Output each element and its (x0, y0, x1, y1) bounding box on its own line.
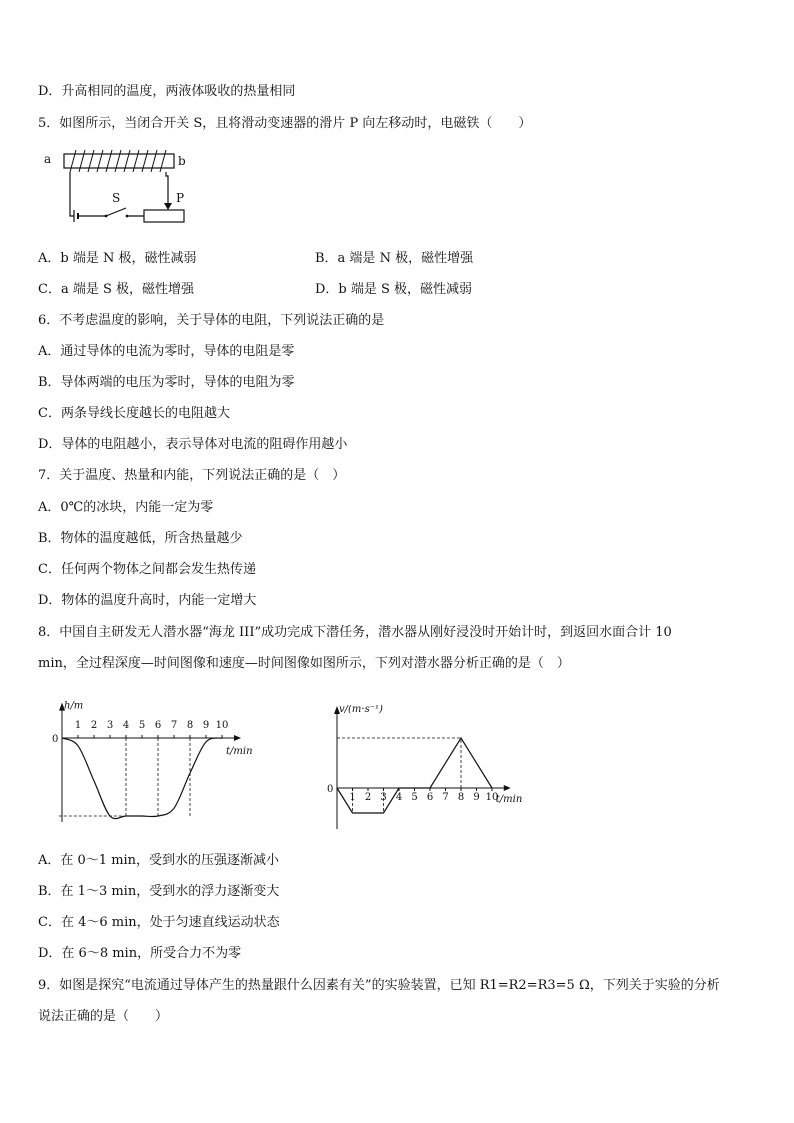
q8-stem-line2: min，全过程深度—时间图像和速度—时间图像如图所示，下列对潜水器分析正确的是（ ） (38, 656, 570, 671)
slider-arrow (164, 203, 172, 210)
q8-option-d: D．在 6～8 min，所受合力不为零 (38, 946, 242, 961)
x-tick-label-10: 10 (215, 720, 229, 731)
x-tick-label-4: 4 (122, 720, 130, 731)
x-tick-label-1: 1 (74, 720, 82, 731)
x-tick-label-3: 3 (380, 792, 387, 803)
q8-option-b: B．在 1～3 min，受到水的浮力逐渐变大 (38, 884, 280, 899)
q6-option-b: B．导体两端的电压为零时，导体的电阻为零 (38, 375, 295, 390)
x-axis-arrow (234, 735, 241, 741)
x-axis-arrow (504, 785, 511, 791)
series-line (62, 738, 222, 819)
x-axis-label: t/min (495, 794, 523, 805)
q4-option-d: D．升高相同的温度，两液体吸收的热量相同 (38, 84, 296, 99)
q6-option-d: D．导体的电阻越小，表示导体对电流的阻碍作用越小 (38, 437, 348, 452)
x-tick-label-9: 9 (473, 792, 480, 803)
switch-contact-right (126, 215, 129, 218)
circuit-wires (70, 172, 184, 222)
x-tick-label-6: 6 (154, 720, 162, 731)
q8-option-c: C．在 4～6 min，处于匀速直线运动状态 (38, 915, 280, 930)
x-tick-label-2: 2 (364, 792, 372, 803)
q6-option-c: C．两条导线长度越长的电阻越大 (38, 406, 230, 421)
x-tick-label-1: 1 (349, 792, 356, 803)
velocity-time-chart (315, 705, 545, 835)
q8-stem-line1: 8．中国自主研发无人潜水器“海龙 III”成功完成下潜任务，潜水器从刚好浸没时开始计时，到返回水面合计 10 (38, 625, 672, 640)
q5-option-b: B．a 端是 N 极，磁性增强 (315, 251, 474, 266)
x-tick-label-5: 5 (411, 792, 418, 803)
x-axis-label: t/min (226, 746, 253, 757)
q7-option-b: B．物体的温度越低，所含热量越少 (38, 531, 243, 546)
x-tick-label-10: 10 (485, 792, 499, 803)
x-tick-label-9: 9 (202, 720, 210, 731)
label-b: b (178, 154, 186, 168)
q5-stem: 5．如图所示，当闭合开关 S，且将滑动变速器的滑片 P 向左移动时，电磁铁（ ） (38, 116, 532, 131)
x-tick-label-8: 8 (186, 720, 194, 731)
q8-option-a: A．在 0～1 min，受到水的压强逐渐减小 (38, 853, 280, 868)
x-tick-label-8: 8 (457, 792, 465, 803)
q7-option-c: C．任何两个物体之间都会发生热传递 (38, 562, 256, 577)
q5-circuit-diagram (40, 146, 200, 230)
x-tick-label-2: 2 (90, 720, 98, 731)
q6-option-a: A．通过导体的电流为零时，导体的电阻是零 (38, 344, 295, 359)
q9-stem-line1: 9．如图是探究“电流通过导体产生的热量跟什么因素有关”的实验装置，已知 R1=R2=R3=5 Ω，下列关于实验的分析 (38, 978, 720, 993)
origin-label: 0 (52, 734, 59, 745)
label-s: S (112, 191, 121, 205)
x-tick-label-4: 4 (395, 792, 403, 803)
q7-option-a: A．0℃的冰块，内能一定为零 (38, 500, 214, 515)
q5-option-a: A．b 端是 N 极，磁性减弱 (38, 251, 197, 266)
switch-contact-left (105, 215, 108, 218)
q9-stem-line2: 说法正确的是（ ） (38, 1009, 169, 1024)
q7-option-d: D．物体的温度升高时，内能一定增大 (38, 593, 257, 608)
q6-stem: 6．不考虑温度的影响，关于导体的电阻，下列说法正确的是 (38, 313, 385, 328)
origin-label: 0 (327, 784, 334, 795)
x-tick-label-7: 7 (170, 720, 178, 731)
x-tick-label-7: 7 (442, 792, 449, 803)
x-tick-label-5: 5 (138, 720, 146, 731)
q7-stem: 7．关于温度、热量和内能，下列说法正确的是（ ） (38, 468, 346, 483)
label-p: P (176, 191, 185, 205)
coil-windings (70, 150, 166, 172)
q5-option-c: C．a 端是 S 极，磁性增强 (38, 282, 195, 297)
x-tick-label-6: 6 (426, 792, 434, 803)
depth-time-chart (40, 700, 265, 830)
x-tick-label-3: 3 (106, 720, 114, 731)
y-axis-label: h/m (64, 700, 84, 712)
q5-option-d: D．b 端是 S 极，磁性减弱 (315, 282, 473, 297)
label-a: a (44, 152, 52, 166)
y-axis-label: v/(m·s⁻¹) (339, 705, 383, 715)
